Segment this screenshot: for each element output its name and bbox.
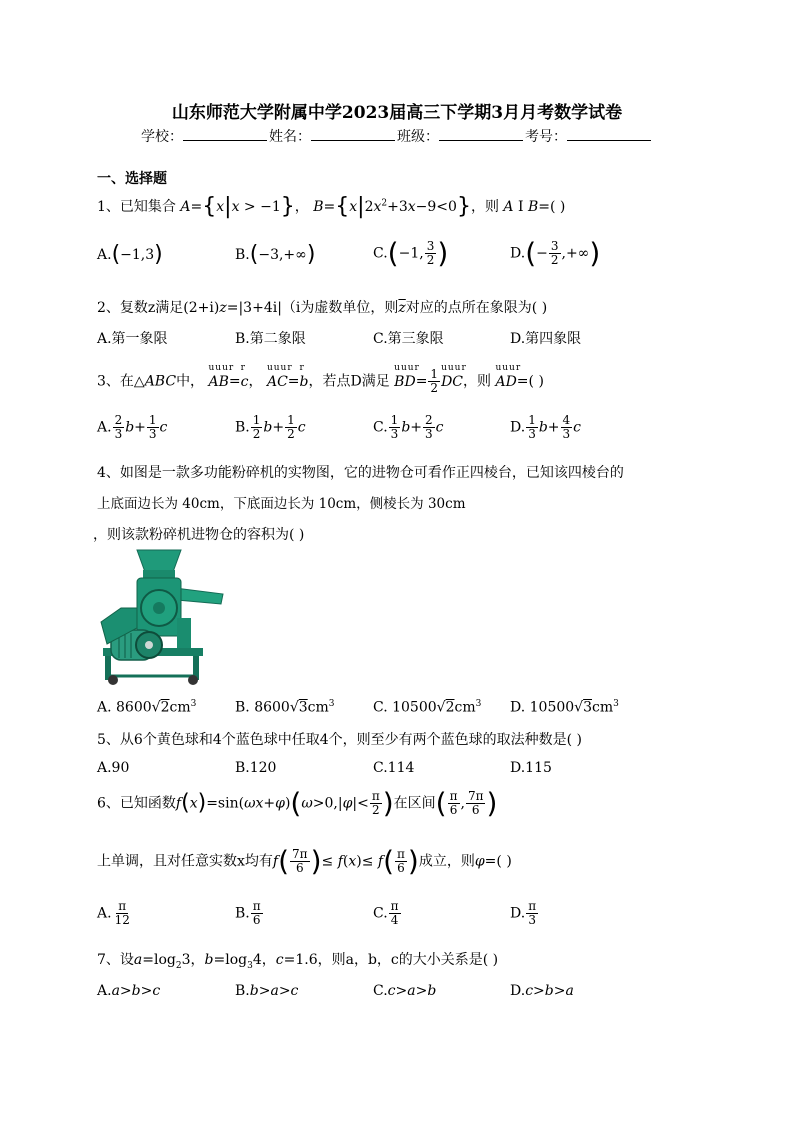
q2-option-a[interactable]: A.第一象限 <box>97 331 168 347</box>
class-label: 班级： <box>397 129 439 145</box>
question-1: 1、已知集合 A={x|x > −1}， $B=\{x|2x^2+3x-9<0\}$，则 A I B=( ) <box>97 194 566 219</box>
q5-option-b[interactable]: B.120 <box>235 760 277 776</box>
page-title: 山东师范大学附属中学2023届高三下学期3月月考数学试卷 <box>171 103 623 123</box>
q6-option-d[interactable]: D. $\frac{\pi}{3}$ <box>510 899 537 927</box>
grinder-machine-image <box>97 548 225 686</box>
q6-option-c[interactable]: C. $\frac{\pi}{4}$ <box>373 899 399 927</box>
school-label: 学校： <box>141 129 183 145</box>
question-6-line-2: 上单调，且对任意实数x均有f( $\frac{7\pi}{6}$ )≤ f(x)≤ f( $\frac{\pi}{6}$ )成立，则φ=( ) <box>97 844 512 878</box>
q3-option-a[interactable]: A. $\frac{2}{3}$ b+ $\frac{1}{3}$ c <box>97 413 168 441</box>
q7-option-d[interactable]: D.c>b>a <box>510 983 574 999</box>
number-blank[interactable] <box>567 127 651 141</box>
q5-option-c[interactable]: C.114 <box>373 760 415 776</box>
q2-option-d[interactable]: D.第四象限 <box>510 331 582 347</box>
q4-option-a[interactable]: A. $8600√2cm^3$ <box>97 699 197 716</box>
q1-text-a: 1、已知集合 <box>97 199 176 215</box>
q5-option-d[interactable]: D.115 <box>510 760 552 776</box>
q3-option-d[interactable]: D. $\frac{1}{3}$ b+ $\frac{4}{3}$ c <box>510 413 582 441</box>
name-label: 姓名： <box>269 129 311 145</box>
question-7: 7、设$a=\log_23$，$b=\log_34$，c=1.6，则a，b，c的大小关系是( ) <box>97 952 499 971</box>
q7-option-c[interactable]: C.c>a>b <box>373 983 437 999</box>
q1-option-c[interactable]: C.(−1, $\frac{3}{2}$ ) <box>373 236 449 270</box>
class-blank[interactable] <box>439 127 523 141</box>
question-4-line-3: ，则该款粉碎机进物仓的容积为( ) <box>93 527 305 543</box>
school-blank[interactable] <box>183 127 267 141</box>
q1-text-d: =( ) <box>538 199 566 215</box>
question-3: 3、在△ABC中， uuur AB= r c， uuur AC= r b，若点D满足 uuur BD= $\frac{1}{2}$ uuur DC，则 uuur AD=( ) <box>97 362 544 395</box>
q4-option-c[interactable]: C. $10500√2cm^3$ <box>373 699 482 716</box>
q2-option-c[interactable]: C.第三象限 <box>373 331 444 347</box>
question-4-line-1: 4、如图是一款多功能粉碎机的实物图，它的进物仓可看作正四棱台，已知该四棱台的 <box>97 465 624 481</box>
number-label: 考号： <box>525 129 567 145</box>
q7-option-a[interactable]: A.a>b>c <box>97 983 161 999</box>
q4-option-b[interactable]: B. $8600√3cm^3$ <box>235 699 335 716</box>
student-info-line <box>0 126 794 146</box>
q7-option-b[interactable]: B.b>a>c <box>235 983 299 999</box>
q1-option-d[interactable]: D.(− $\frac{3}{2}$ ,+∞) <box>510 236 601 270</box>
q2-option-b[interactable]: B.第二象限 <box>235 331 306 347</box>
question-6-line-1: 6、已知函数f(x)=sin(ωx+φ)(ω>0,|φ|< $\frac{\pi}{2}$ )在区间( $\frac{\pi}{6}$ , $\frac{7\pi}{6}$ ) <box>97 786 498 820</box>
q3-option-b[interactable]: B. $\frac{1}{2}$ b+ $\frac{1}{2}$ c <box>235 413 306 441</box>
section-heading: 一、选择题 <box>97 171 167 187</box>
q5-option-a[interactable]: A.90 <box>97 760 130 776</box>
question-4-line-2: 上底面边长为 40cm，下底面边长为 10cm，侧棱长为 30cm <box>97 496 466 512</box>
q4-option-d[interactable]: D. $10500√3cm^3$ <box>510 699 619 716</box>
question-2: 2、复数z满足(2+i)z=|3+4i|（i为虚数单位，则$\overline{z}$对应的点所在象限为( ) <box>97 300 548 316</box>
q1-text-b: ， <box>294 199 309 215</box>
name-blank[interactable] <box>311 127 395 141</box>
question-5: 5、从6个黄色球和4个蓝色球中任取4个，则至少有两个蓝色球的取法种数是( ) <box>97 732 583 748</box>
q6-option-a[interactable]: A. $\frac{\pi}{12}$ <box>97 899 130 927</box>
q1-option-a[interactable]: A.(−1,3) <box>97 242 163 267</box>
q6-option-b[interactable]: B. $\frac{\pi}{6}$ <box>235 899 261 927</box>
q1-option-b[interactable]: B.(−3,+∞) <box>235 242 316 267</box>
q3-option-c[interactable]: C. $\frac{1}{3}$ b+ $\frac{2}{3}$ c <box>373 413 444 441</box>
q1-text-c: ，则 <box>470 199 499 215</box>
